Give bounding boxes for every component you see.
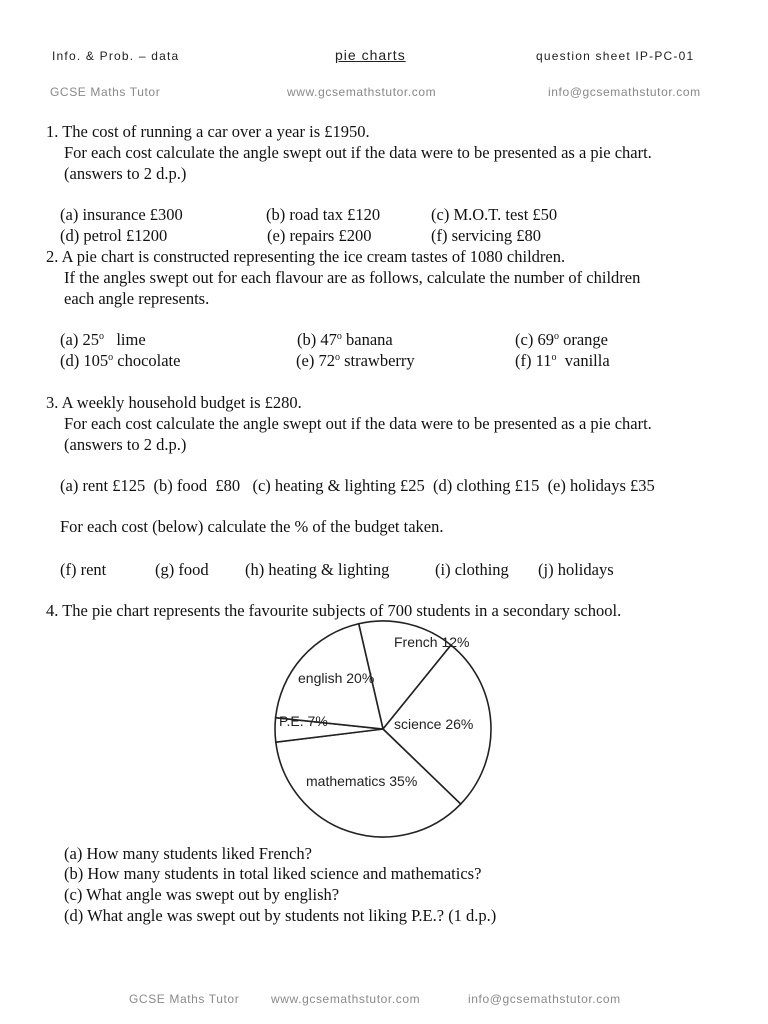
q4-intro: 4. The pie chart represents the favourite subjects of 700 students in a secondary school. [46,601,622,620]
q1-intro: 1. The cost of running a car over a year is £1950. [46,122,370,141]
header-site-name: GCSE Maths Tutor [50,85,161,99]
header-topic: Info. & Prob. – data [52,49,180,63]
slice-english-label: english 20% [298,670,375,686]
q2-line3: each angle represents. [64,289,210,308]
q2-item-e: (e) 72$^o$ strawberry [296,351,415,370]
q2-item-c: (c) 69$^o$ orange [515,330,608,349]
q3-line3: (answers to 2 d.p.) [64,435,187,454]
q2-item-a: (a) 25$^o$ lime [60,330,146,349]
q2-item-b: (b) 47$^o$ banana [297,330,393,349]
footer-site-email: info@gcsemathstutor.com [468,992,621,1006]
q3-line2: For each cost calculate the angle swept out if the data were to be presented as a pie chart. [64,414,652,433]
q2-item-f: (f) 11$^o$ vanilla [515,351,610,370]
footer-site-name: GCSE Maths Tutor [129,992,240,1006]
q3-costs: (a) rent £125 (b) food £80 (c) heating & lighting £25 (d) clothing £15 (e) holidays £35 [60,476,655,495]
q4-question-c: (c) What angle was swept out by english? [64,885,340,904]
page-title: pie charts [335,47,406,63]
pie-chart [260,615,505,845]
q1-item-e: (e) repairs £200 [267,226,372,245]
sheet-id: question sheet IP-PC-01 [536,49,695,63]
q1-item-f: (f) servicing £80 [431,226,541,245]
q3-item-j: (j) holidays [538,560,614,579]
q4-question-b: (b) How many students in total liked science and mathematics? [64,864,482,883]
q4-question-a: (a) How many students liked French? [64,844,312,863]
q1-line2: For each cost calculate the angle swept out if the data were to be presented as a pie chart. [64,143,652,162]
q3-percent-intro: For each cost (below) calculate the % of the budget taken. [60,517,444,536]
q1-item-b: (b) road tax £120 [266,205,381,224]
slice-pe-label: P.E. 7% [279,713,328,729]
q4-question-d: (d) What angle was swept out by students not liking P.E.? (1 d.p.) [64,906,497,925]
q3-item-i: (i) clothing [435,560,509,579]
q3-item-f: (f) rent [60,560,107,579]
q1-item-a: (a) insurance £300 [60,205,183,224]
q2-line2: If the angles swept out for each flavour are as follows, calculate the number of children [64,268,641,287]
header-site-url: www.gcsemathstutor.com [287,85,437,99]
footer-site-url: www.gcsemathstutor.com [271,992,421,1006]
header-site-email: info@gcsemathstutor.com [548,85,701,99]
q3-intro: 3. A weekly household budget is £280. [46,393,302,412]
q1-line3: (answers to 2 d.p.) [64,164,187,183]
slice-french-label: French 12% [394,634,470,650]
q2-intro: 2. A pie chart is constructed representing the ice cream tastes of 1080 children. [46,247,566,266]
q1-item-c: (c) M.O.T. test £50 [431,205,558,224]
q2-item-d: (d) 105$^o$ chocolate [60,351,181,370]
slice-science-label: science 26% [394,716,474,732]
slice-mathematics-label: mathematics 35% [306,773,418,789]
q1-item-d: (d) petrol £1200 [60,226,168,245]
q3-item-h: (h) heating & lighting [245,560,390,579]
q3-item-g: (g) food [155,560,209,579]
